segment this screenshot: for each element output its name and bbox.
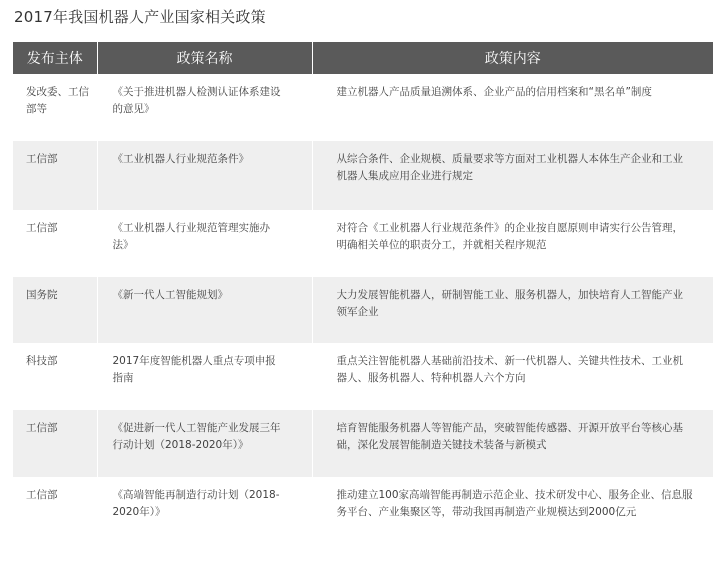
cell-issuer: 工信部	[13, 141, 97, 210]
cell-issuer: 发改委、工信部等	[13, 74, 97, 141]
cell-policy-content: 推动建立100家高端智能再制造示范企业、技术研发中心、服务企业、信息服务平台、产业集聚区等，带动我国再制造产业规模达到2000亿元	[312, 477, 713, 563]
table-row	[13, 277, 713, 343]
cell-policy-content: 大力发展智能机器人，研制智能工业、服务机器人，加快培育人工智能产业领军企业	[312, 277, 713, 343]
cell-issuer: 国务院	[13, 277, 97, 343]
table-row	[13, 210, 713, 277]
header-issuer: 发布主体	[13, 42, 97, 74]
header-policy-name: 政策名称	[97, 42, 312, 74]
cell-policy-content: 重点关注智能机器人基础前沿技术、新一代机器人、关键共性技术、工业机器人、服务机器人、特种机器人六个方向	[312, 343, 713, 410]
cell-issuer: 科技部	[13, 343, 97, 410]
cell-issuer: 工信部	[13, 210, 97, 277]
header-policy-content: 政策内容	[312, 42, 713, 74]
cell-policy-content: 从综合条件、企业规模、质量要求等方面对工业机器人本体生产企业和工业机器人集成应用企业进行规定	[312, 141, 713, 210]
cell-issuer: 工信部	[13, 477, 97, 563]
cell-policy-name: 《工业机器人行业规范条件》	[97, 141, 312, 210]
cell-policy-content: 建立机器人产品质量追溯体系、企业产品的信用档案和“黑名单”制度	[312, 74, 713, 141]
cell-issuer: 工信部	[13, 410, 97, 477]
table-row	[13, 343, 713, 410]
table-row	[13, 74, 713, 141]
page-title: 2017年我国机器人产业国家相关政策	[14, 8, 266, 26]
cell-policy-name: 《工业机器人行业规范管理实施办法》	[97, 210, 312, 277]
table-header-row	[13, 42, 713, 74]
cell-policy-name: 《关于推进机器人检测认证体系建设的意见》	[97, 74, 312, 141]
policy-table	[13, 42, 713, 563]
cell-policy-name: 2017年度智能机器人重点专项申报指南	[97, 343, 312, 410]
table-row	[13, 141, 713, 210]
cell-policy-name: 《高端智能再制造行动计划（2018-2020年）》	[97, 477, 312, 563]
cell-policy-name: 《促进新一代人工智能产业发展三年行动计划（2018-2020年）》	[97, 410, 312, 477]
cell-policy-content: 对符合《工业机器人行业规范条件》的企业按自愿原则申请实行公告管理，明确相关单位的职责分工，并就相关程序规范	[312, 210, 713, 277]
table-row	[13, 410, 713, 477]
cell-policy-name: 《新一代人工智能规划》	[97, 277, 312, 343]
table-row	[13, 477, 713, 563]
cell-policy-content: 培育智能服务机器人等智能产品，突破智能传感器、开源开放平台等核心基础，深化发展智能制造关键技术装备与新模式	[312, 410, 713, 477]
